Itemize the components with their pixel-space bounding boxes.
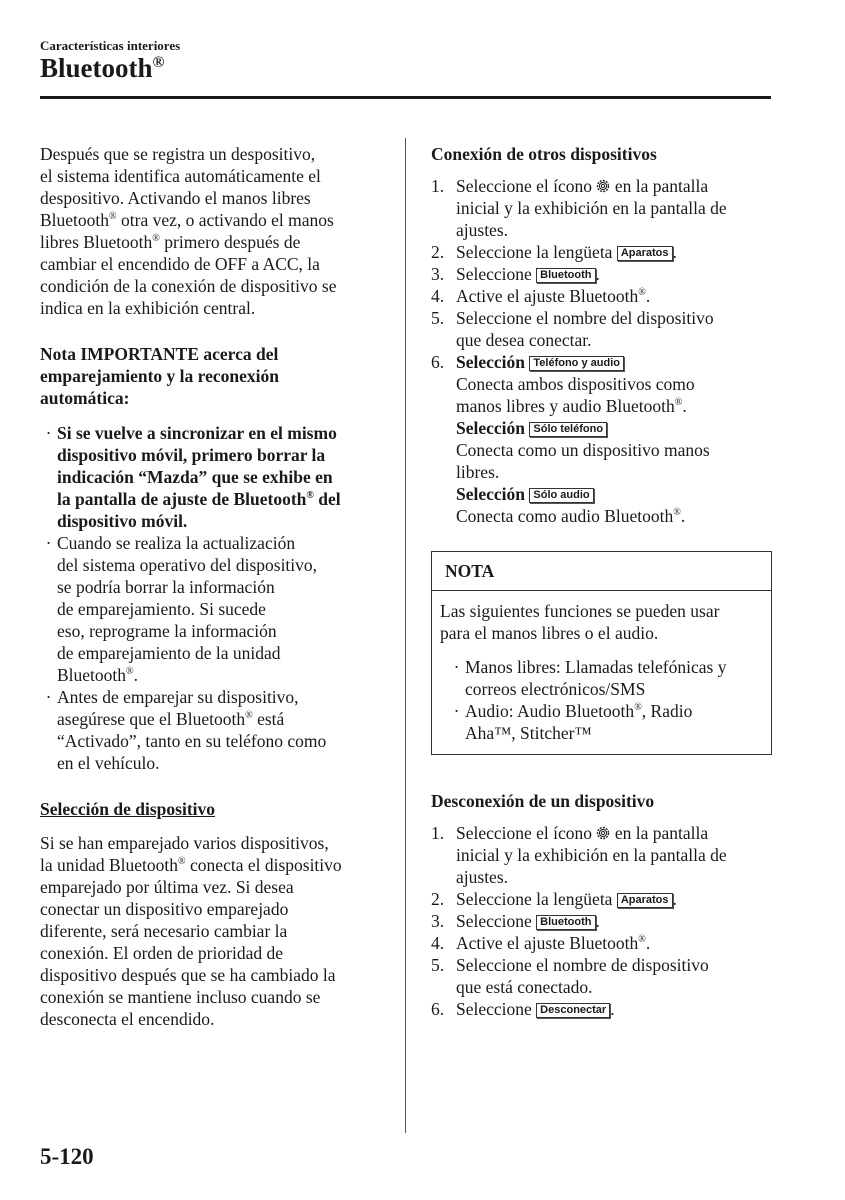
disconnect-heading: Desconexión de un dispositivo bbox=[431, 791, 655, 811]
selection-heading: Selección de dispositivo bbox=[40, 799, 216, 819]
bullet-item: · Cuando se realiza la actualización del sistema operativo del dispositivo, se podría borrar la información de emparejamiento. Si sucede eso, reprograme la información de emparejamiento de la unidad Bluetooth®. bbox=[45, 533, 318, 685]
selection-paragraph: Si se han emparejado varios dispositivos, la unidad Bluetooth® conecta el dispositivo emparejado por última vez. Si desea conectar un dispositivo emparejado diferente, será necesario cambiar la conexión. El orden de prioridad de dispositivo después que se ha cambiado la conexión se mantiene incluso cuando se desconecta el encendido. bbox=[40, 833, 342, 1029]
step-item: 6. Seleccione Desconectar . bbox=[431, 999, 615, 1019]
step-item: 2. Seleccione la lengüeta Aparatos . bbox=[431, 889, 677, 909]
desconectar-button: Desconectar bbox=[536, 1003, 610, 1018]
bullet-item: · Si se vuelve a sincronizar en el mismo dispositivo móvil, primero borrar la indicación “Mazda” que se exhibe en la pantalla de ajuste de Bluetooth® del dispositivo móvil. bbox=[45, 423, 341, 531]
registered-mark: ® bbox=[152, 54, 165, 71]
step-item: 5. Seleccione el nombre de dispositivo que está conectado. bbox=[431, 955, 709, 997]
left-column bbox=[40, 143, 390, 1030]
note-bullet: · Audio: Audio Bluetooth®, Radio Aha™, Stitcher™ bbox=[453, 701, 693, 743]
telefono-y-audio-button: Teléfono y audio bbox=[529, 356, 624, 371]
bluetooth-button: Bluetooth bbox=[536, 915, 595, 930]
section-label: Características interiores bbox=[40, 38, 181, 53]
step-item: 5. Seleccione el nombre del dispositivo que desea conectar. bbox=[431, 308, 714, 350]
step-item: 3. Seleccione Bluetooth . bbox=[431, 264, 600, 284]
settings-gear-icon bbox=[596, 826, 610, 840]
step-item: 3. Seleccione Bluetooth . bbox=[431, 911, 600, 931]
page-number: 5-120 bbox=[40, 1144, 94, 1169]
step-item: 4. Active el ajuste Bluetooth®. bbox=[431, 286, 651, 306]
step-item: 4. Active el ajuste Bluetooth®. bbox=[431, 933, 651, 953]
note-title: NOTA bbox=[432, 552, 771, 591]
step-item: 1. Seleccione el ícono en la pantalla inicial y la exhibición en la pantalla de ajustes. bbox=[431, 176, 727, 240]
title-rule bbox=[40, 96, 771, 99]
connect-steps bbox=[431, 175, 776, 527]
aparatos-button: Aparatos bbox=[617, 893, 673, 908]
note-bullet: · Manos libres: Llamadas telefónicas y correos electrónicos/SMS bbox=[453, 657, 727, 699]
step-item: 2. Seleccione la lengüeta Aparatos . bbox=[431, 242, 677, 262]
solo-telefono-button: Sólo teléfono bbox=[529, 422, 607, 437]
right-column bbox=[431, 143, 776, 1020]
step-item: 6. Selección Teléfono y audio Conecta ambos dispositivos como manos libres y audio Bluetooth®. Selección Sólo teléfono Conecta como un dispositivo manos libres. Selección Sólo audio Conecta como audio Bluetooth®. bbox=[431, 352, 710, 526]
bluetooth-button: Bluetooth bbox=[536, 268, 595, 283]
page-title: Bluetooth® bbox=[40, 53, 165, 83]
step-item: 1. Seleccione el ícono en la pantalla inicial y la exhibición en la pantalla de ajustes. bbox=[431, 823, 727, 887]
connect-heading: Conexión de otros dispositivos bbox=[431, 144, 657, 164]
aparatos-button: Aparatos bbox=[617, 246, 673, 261]
disconnect-steps bbox=[431, 822, 776, 1020]
note-text: Las siguientes funciones se pueden usar para el manos libres o el audio. bbox=[440, 601, 720, 643]
solo-audio-button: Sólo audio bbox=[529, 488, 593, 503]
settings-gear-icon bbox=[596, 179, 610, 193]
important-heading: Nota IMPORTANTE acerca del emparejamiento y la reconexión automática: bbox=[40, 344, 279, 408]
bullet-item: · Antes de emparejar su dispositivo, asegúrese que el Bluetooth® está “Activado”, tanto en su teléfono como en el vehículo. bbox=[45, 687, 327, 773]
note-box bbox=[431, 551, 772, 755]
intro-paragraph: Después que se registra un despositivo, el sistema identifica automáticamente el despositivo. Activando el manos libres Bluetooth® otra vez, o activando el manos libres Bluetooth® primero después de cambiar el encendido de OFF a ACC, la condición de la conexión de dispositivo se indica en la exhibición central. bbox=[40, 144, 337, 318]
column-divider bbox=[405, 138, 406, 1133]
